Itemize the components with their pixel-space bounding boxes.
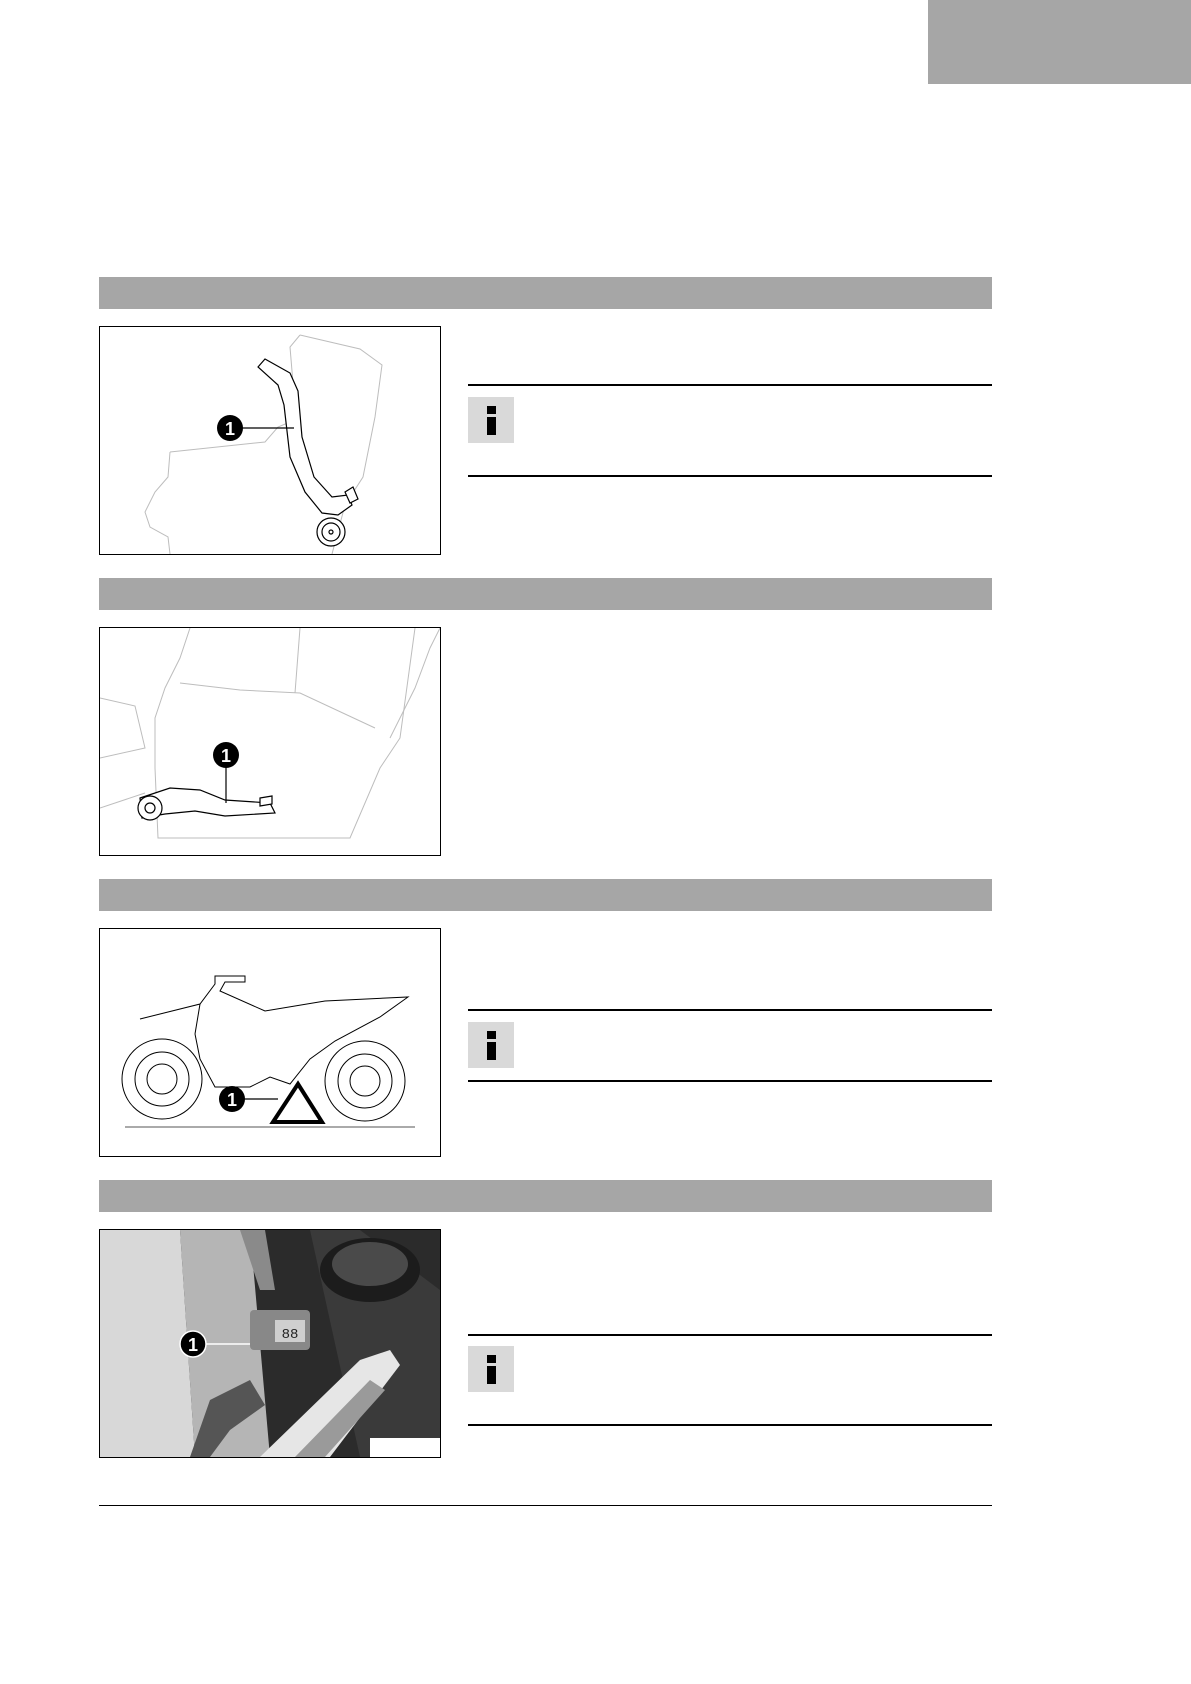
callout-1-label: 1 bbox=[220, 746, 232, 766]
section-header-bar-1 bbox=[99, 277, 992, 309]
note-rule-top-3 bbox=[468, 1009, 992, 1011]
note-rule-bottom-3 bbox=[468, 1080, 992, 1082]
callout-1-label: 1 bbox=[187, 1335, 199, 1355]
note-rule-bottom-4 bbox=[468, 1424, 992, 1426]
note-rule-top-1 bbox=[468, 384, 992, 386]
instrument-photo bbox=[100, 1230, 440, 1457]
page-tab-marker bbox=[928, 0, 1191, 84]
stand-triangle bbox=[273, 1084, 322, 1122]
section-header-bar-2 bbox=[99, 578, 992, 610]
callout-1-label: 1 bbox=[226, 1090, 238, 1110]
footer-rule bbox=[99, 1505, 992, 1506]
figure-kick-starter bbox=[99, 326, 441, 555]
section-header-bar-3 bbox=[99, 879, 992, 911]
figure-combination-instrument bbox=[99, 1229, 441, 1458]
foot-brake-lever-illustration bbox=[100, 628, 440, 855]
figure-stand bbox=[99, 928, 441, 1157]
callout-1-label: 1 bbox=[224, 419, 236, 439]
motorcycle-stand-illustration bbox=[100, 929, 440, 1156]
info-icon-3 bbox=[468, 1022, 514, 1068]
section-header-bar-4 bbox=[99, 1180, 992, 1212]
figure-foot-brake-lever bbox=[99, 627, 441, 856]
note-rule-top-4 bbox=[468, 1334, 992, 1336]
info-icon-1 bbox=[468, 397, 514, 443]
svg-text:88: 88 bbox=[281, 1327, 299, 1343]
kick-starter-illustration bbox=[100, 327, 440, 554]
note-rule-bottom-1 bbox=[468, 475, 992, 477]
info-icon-4 bbox=[468, 1346, 514, 1392]
